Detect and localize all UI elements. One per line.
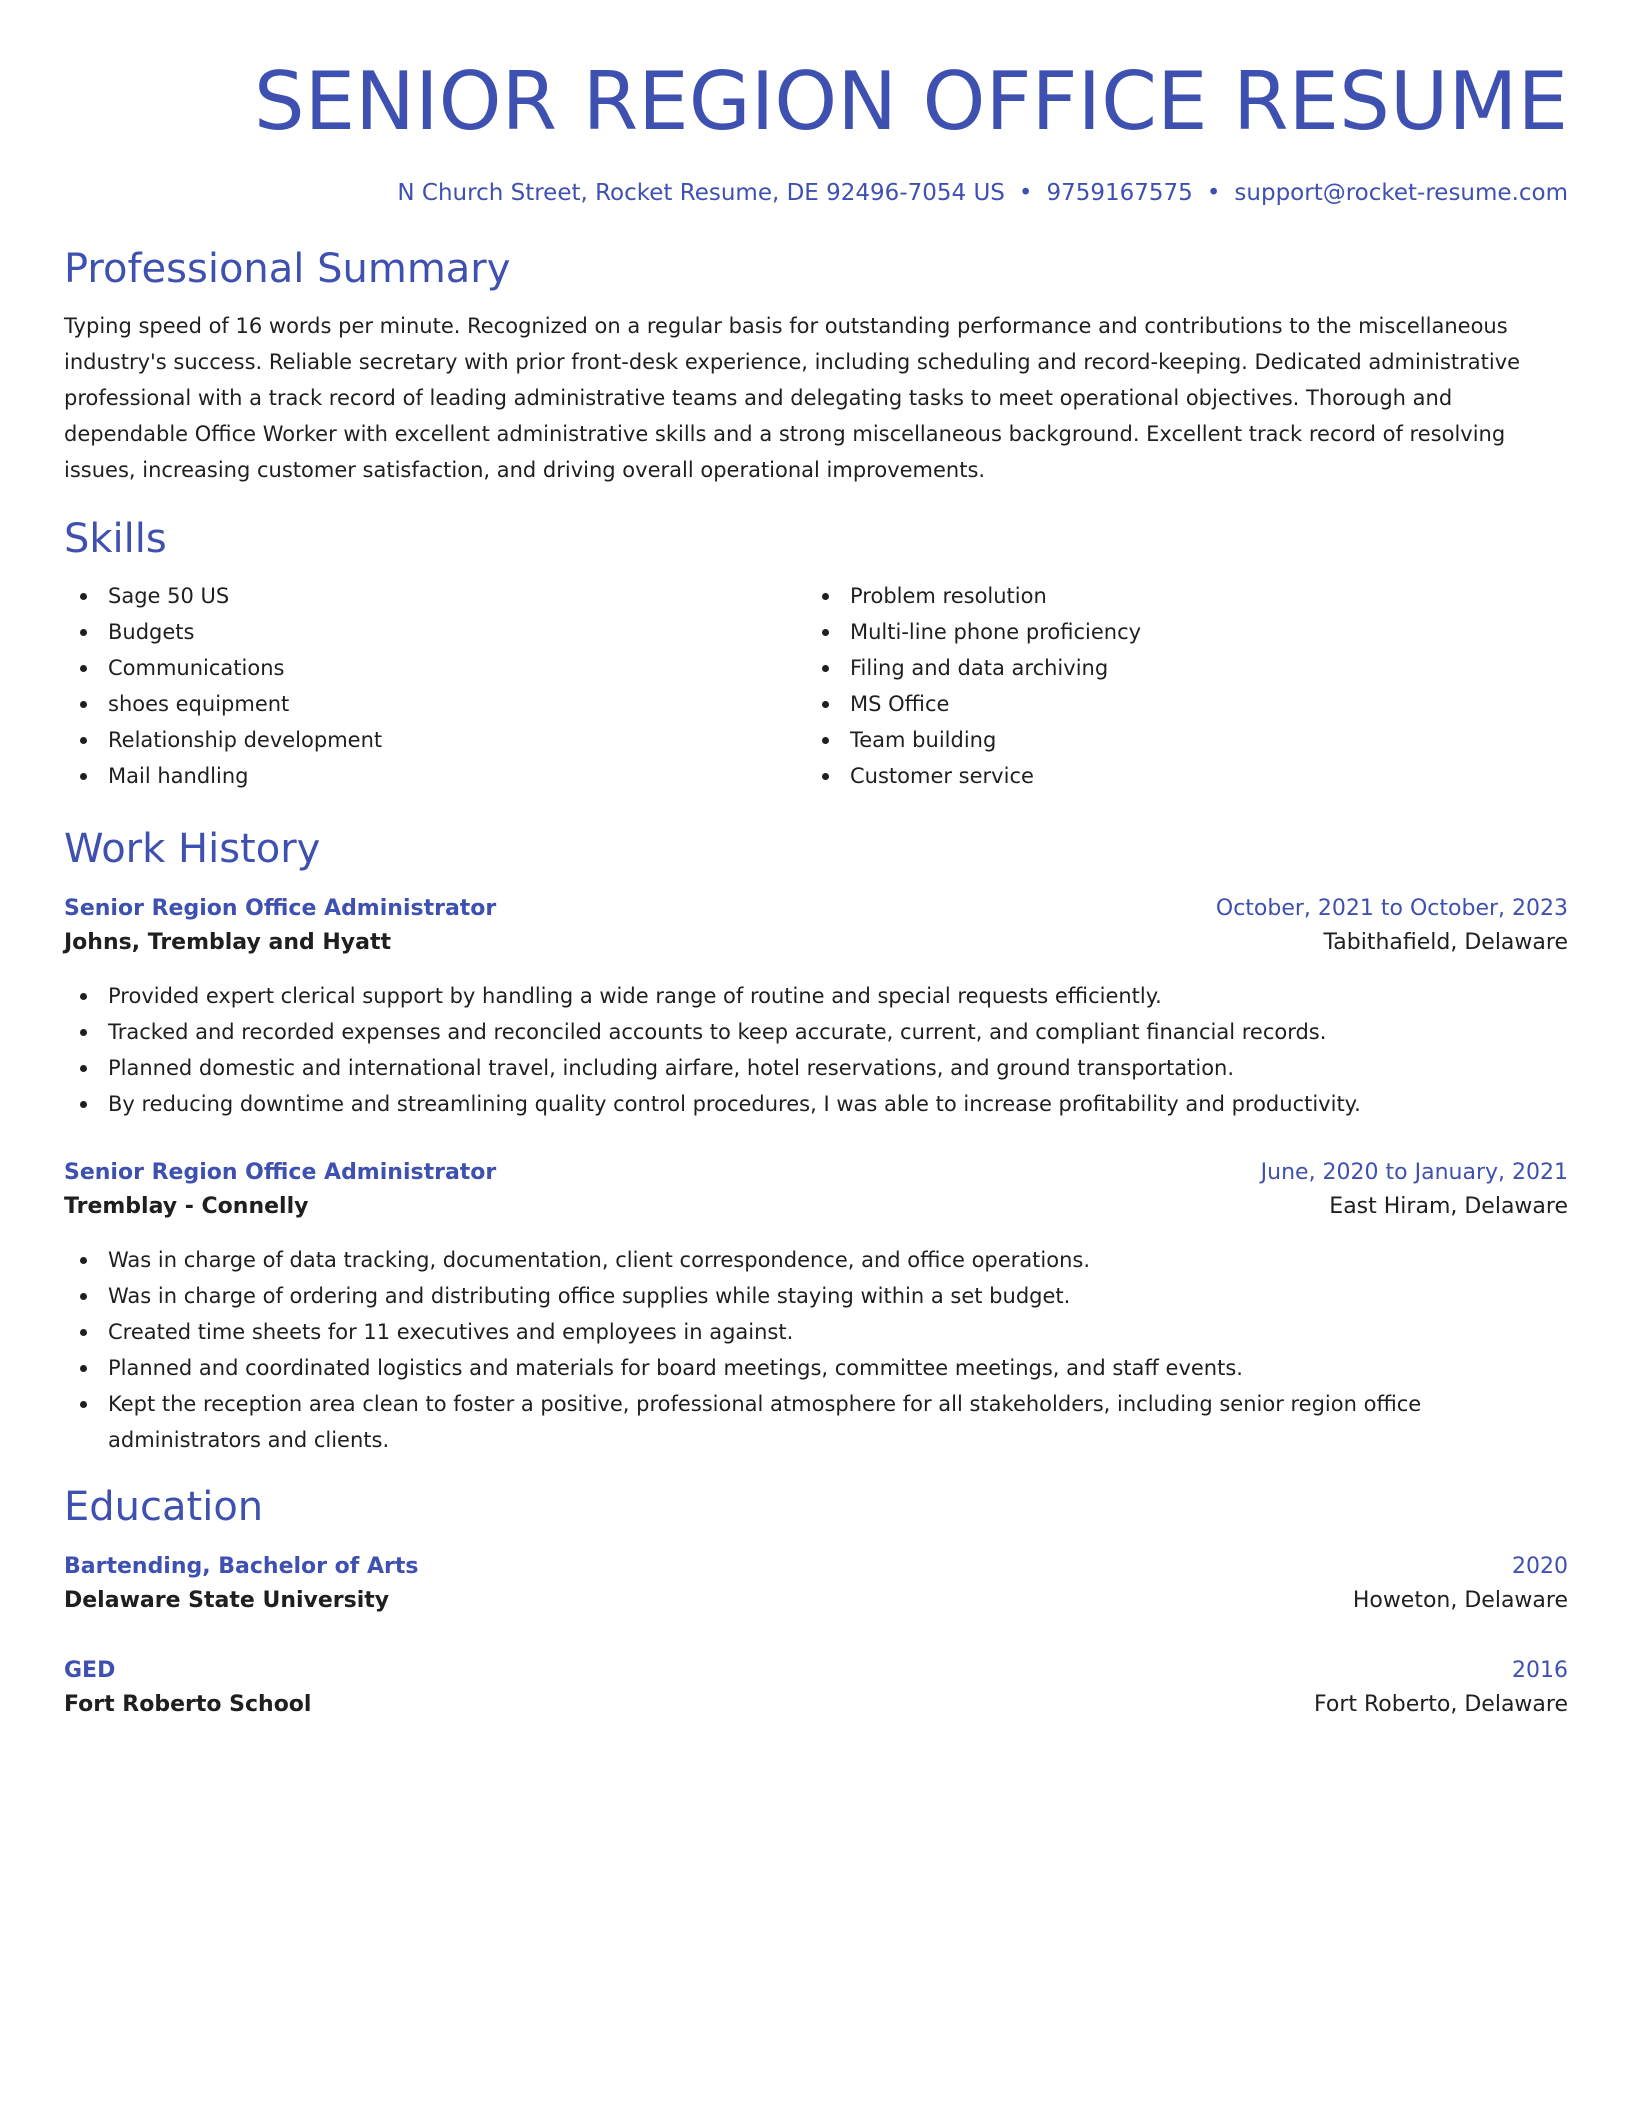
- resume-header: [64, 0, 1568, 208]
- skill-item: Filing and data archiving: [806, 650, 1548, 686]
- skill-item: shoes equipment: [64, 686, 806, 722]
- education-year: 2020: [1512, 1554, 1568, 1579]
- contact-phone: 9759167575: [1046, 180, 1193, 206]
- section-title-education: Education: [64, 1484, 264, 1530]
- job-bullet: By reducing downtime and streamlining quality control procedures, I was able to increase profitability and productivity.: [64, 1086, 1568, 1122]
- skills-section: [64, 514, 1568, 794]
- section-title-summary: Professional Summary: [64, 246, 511, 292]
- professional-summary-section: [64, 244, 1568, 488]
- skill-item: MS Office: [806, 686, 1548, 722]
- job-bullet: Planned and coordinated logistics and materials for board meetings, committee meetings, and staff events.: [64, 1350, 1568, 1386]
- skill-item: Communications: [64, 650, 806, 686]
- education-degree: Bartending, Bachelor of Arts: [64, 1554, 419, 1579]
- skill-item: Sage 50 US: [64, 578, 806, 614]
- contact-separator: •: [1206, 180, 1221, 206]
- education-location: Fort Roberto, Delaware: [1313, 1692, 1568, 1717]
- section-title-work: Work History: [64, 826, 321, 872]
- education-school: Delaware State University: [64, 1588, 390, 1613]
- job-company: Johns, Tremblay and Hyatt: [64, 930, 392, 955]
- job-bullets: [64, 978, 1568, 1122]
- job-bullet: Kept the reception area clean to foster a positive, professional atmosphere for all stakeholders, including senior region office administrators and clients.: [64, 1386, 1568, 1458]
- skill-item: Relationship development: [64, 722, 806, 758]
- job-bullet: Tracked and recorded expenses and reconciled accounts to keep accurate, current, and compliant financial records.: [64, 1014, 1568, 1050]
- education-year: 2016: [1512, 1658, 1568, 1683]
- job-title: Senior Region Office Administrator: [64, 1160, 497, 1185]
- skill-item: Team building: [806, 722, 1548, 758]
- education-degree: GED: [64, 1658, 116, 1683]
- job-location: Tabithafield, Delaware: [1323, 930, 1568, 955]
- job-entry: [64, 894, 1568, 1122]
- education-location: Howeton, Delaware: [1352, 1588, 1568, 1613]
- job-company-row: [64, 924, 1568, 962]
- job-header-row: [64, 894, 1568, 924]
- education-school-row: [64, 1686, 1568, 1724]
- job-bullet: Created time sheets for 11 executives and employees in against.: [64, 1314, 1568, 1350]
- job-bullet: Was in charge of ordering and distributing office supplies while staying within a set budget.: [64, 1278, 1568, 1314]
- job-bullet: Planned domestic and international travel, including airfare, hotel reservations, and ground transportation.: [64, 1050, 1568, 1086]
- work-history-section: [64, 824, 1568, 1458]
- contact-address: N Church Street, Rocket Resume, DE 92496-7054 US: [397, 180, 1005, 206]
- education-section: [64, 1482, 1568, 1724]
- skill-item: Customer service: [806, 758, 1548, 794]
- skills-grid: [64, 578, 1568, 794]
- job-bullet: Was in charge of data tracking, documentation, client correspondence, and office operations.: [64, 1242, 1568, 1278]
- education-school-row: [64, 1582, 1568, 1620]
- education-entry: [64, 1656, 1568, 1724]
- job-company-row: [64, 1188, 1568, 1226]
- skills-column-left: [64, 578, 806, 794]
- contact-email[interactable]: support@rocket-resume.com: [1234, 180, 1568, 206]
- job-entry: [64, 1158, 1568, 1458]
- job-location: East Hiram, Delaware: [1329, 1194, 1568, 1219]
- section-title-skills: Skills: [64, 516, 167, 562]
- job-company: Tremblay - Connelly: [64, 1194, 309, 1219]
- job-bullets: [64, 1242, 1568, 1458]
- contact-separator: •: [1018, 180, 1033, 206]
- job-dates: October, 2021 to October, 2023: [1215, 896, 1568, 921]
- education-header-row: [64, 1552, 1568, 1582]
- job-bullet: Provided expert clerical support by handling a wide range of routine and special requests efficiently.: [64, 978, 1568, 1014]
- job-dates: June, 2020 to January, 2021: [1260, 1160, 1568, 1185]
- education-header-row: [64, 1656, 1568, 1686]
- skill-item: Problem resolution: [806, 578, 1548, 614]
- job-header-row: [64, 1158, 1568, 1188]
- education-school: Fort Roberto School: [64, 1692, 312, 1717]
- resume-page: [64, 0, 1568, 1724]
- education-entry: [64, 1552, 1568, 1620]
- skills-column-right: [806, 578, 1548, 794]
- contact-line: [64, 178, 1568, 208]
- job-title: Senior Region Office Administrator: [64, 896, 497, 921]
- skill-item: Mail handling: [64, 758, 806, 794]
- skill-item: Budgets: [64, 614, 806, 650]
- summary-text: Typing speed of 16 words per minute. Recognized on a regular basis for outstanding performance and contributions to the miscellaneous industry's success. Reliable secretary with prior front-desk experience, including scheduling and record-keeping. Dedicated administrative professional with a track record of leading administrative teams and delegating tasks to meet operational objectives. Thorough and dependable Office Worker with excellent administrative skills and a strong miscellaneous background. Excellent track record of resolving issues, increasing customer satisfaction, and driving overall operational improvements.: [64, 314, 1521, 482]
- resume-title: SENIOR REGION OFFICE RESUME: [253, 55, 1568, 148]
- skill-item: Multi-line phone proficiency: [806, 614, 1548, 650]
